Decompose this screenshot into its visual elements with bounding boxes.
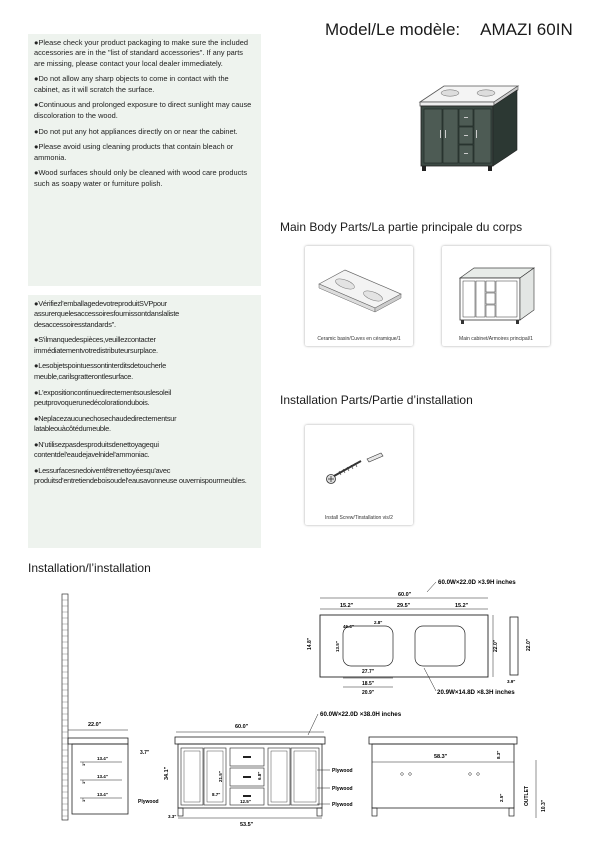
shelf-dim-2: 13.4" (97, 774, 108, 779)
top-d2-dim: 2.8" (374, 620, 383, 625)
back-h2-dim: 2.5" (499, 793, 504, 802)
installation-heading: Installation/l’installation (28, 561, 151, 575)
front-height-dim: 34.1" (164, 766, 170, 780)
top-d1-dim: 46.4" (343, 624, 354, 629)
top-depth-left-dim: 14.8" (307, 637, 313, 650)
ceramic-basin-image (315, 264, 403, 324)
side-material-label: Plywood (138, 799, 159, 805)
note-fr-1: ●Vérifiezl'emballagedevotreproduitSVPpour assurerquelesaccessoiresfournissontdanslaliste desaccessoiresstandards". (34, 299, 180, 329)
vanity-product-image (410, 78, 522, 178)
back-h3-dim: 10.3" (541, 799, 547, 812)
screw-image (323, 449, 393, 489)
note-en-6: ●Wood surfaces should only be cleaned with wood care products such as soapy water or furniture polish. (34, 168, 248, 188)
note-fr-6: ●N'utilisezpasdesproduitsdenettoyagequi contentdel'eaudejavelnidel'ammoniac. (34, 439, 159, 460)
back-width-dim: 58.3" (434, 754, 448, 760)
top-bottom1-dim: 27.7" (362, 669, 375, 675)
back-outlet-label: OUTLET (524, 786, 530, 806)
note-fr-2: ●S'ilmanquedespièces,veuillezcontacter immédiatementvotredistributeursurplace. (34, 335, 158, 355)
top-spec-label: 60.0W×22.0D ×3.9H inches (438, 579, 516, 586)
install-screw-label: Install Screw/Tinstallation vis/2 (325, 515, 393, 521)
note-en-1: ●Please check your product packaging to make sure the included accessories are in the "list of standard accessories". If any parts are missing, please contact your local dealer immediately. (34, 38, 248, 68)
top-overall-dim: 60.0" (398, 592, 412, 598)
back-h1-dim: 8.3" (496, 750, 501, 759)
front-inner-height-dim: 21.5" (218, 771, 223, 782)
side-depth-label: 22.0" (88, 722, 102, 728)
note-en-4: ●Do not put any hot appliances directly on or near the cabinet. (34, 126, 238, 136)
part-card-ceramic-basin (305, 246, 413, 346)
front-foot-dim: 3.3" (168, 814, 177, 819)
shelf-dim-3: 13.4" (97, 792, 108, 797)
note-fr-7: ●Lessurfacesnedoiventêtrenettoyéesqu'avec produitsd'entretiendeboisoudel'eausavonneuse ouvernispourmeubles. (34, 465, 247, 486)
front-spec-label: 60.0W×22.0D ×38.0H inches (320, 711, 402, 718)
side-h1-dim-2: 1" (81, 779, 86, 784)
shelf-dim-1: 13.4" (97, 756, 108, 761)
back-view-drawing (369, 737, 547, 818)
main-cabinet-image (456, 264, 538, 326)
top-bottom3-dim: 20.9" (362, 690, 375, 696)
front-gap-dim: 8.7" (212, 792, 221, 797)
side-view-drawing (62, 594, 159, 820)
ceramic-basin-label: Ceramic basin/Cuves en céramique/1 (317, 336, 401, 342)
note-fr-5: ●Neplacezaucunechosechaudedirectementsur latableouàcôtédumeuble. (34, 413, 177, 433)
note-en-5: ●Please avoid using cleaning products that contain bleach or ammonia. (34, 142, 234, 162)
install-parts-heading: Installation Parts/Partie d’installation (280, 393, 473, 407)
side-h1-dim-1: 1" (81, 761, 86, 766)
main-cabinet-label: Main cabinet/Armoires principal/1 (459, 336, 533, 342)
part-card-install-screw (305, 425, 413, 525)
part-card-main-cabinet (442, 246, 550, 346)
side-h1-dim-3: 1" (81, 797, 86, 802)
basin-spec-label: 20.9W×14.8D ×8.3H inches (437, 689, 515, 696)
front-drawer-height-dim: 6.8" (257, 771, 262, 780)
notes-english (28, 34, 261, 286)
notes-french (28, 295, 261, 548)
front-width-dim: 60.0" (235, 724, 249, 730)
top-left-margin-dim: 15.2" (340, 603, 354, 609)
front-view-drawing (164, 711, 402, 828)
top-right-margin-dim: 15.2" (455, 603, 469, 609)
front-material-2: Plywood (332, 786, 353, 792)
top-depth-inner-dim: 13.5" (335, 641, 340, 652)
top-center-gap-dim: 29.5" (397, 603, 411, 609)
model-name: AMAZI 60IN (480, 20, 573, 39)
top-depth-right-dim: 22.0" (493, 639, 499, 652)
side-height-dim: 3.9" (507, 679, 516, 684)
main-parts-heading: Main Body Parts/La partie principale du corps (280, 220, 523, 234)
side-top-height-label: 3.7" (140, 750, 150, 756)
top-view-drawing (307, 579, 532, 696)
note-fr-4: ●L'expositioncontinuedirectementsouslesoleil peutprovoquerunedécolorationdubois. (34, 387, 172, 407)
front-base-dim: 53.5" (240, 822, 254, 828)
front-drawer-width-dim: 12.5" (240, 799, 251, 804)
front-material-1: Plywood (332, 768, 353, 774)
top-bottom2-dim: 18.5" (362, 681, 375, 687)
note-en-2: ●Do not allow any sharp objects to come in contact with the cabinet, as it will scratch the surface. (34, 74, 229, 94)
installation-drawing (0, 575, 595, 841)
note-fr-3: ●Lesobjetspointuessontinterditsdetoucherle meuble,carilsgratterontlesurface. (34, 361, 167, 381)
side-depth-dim: 22.0" (526, 638, 532, 651)
note-en-3: ●Continuous and prolonged exposure to direct sunlight may cause discoloration to the wood. (34, 100, 252, 120)
front-material-3: Plywood (332, 802, 353, 808)
title-prefix: Model/Le modèle: (325, 20, 461, 39)
page-title (325, 20, 573, 40)
